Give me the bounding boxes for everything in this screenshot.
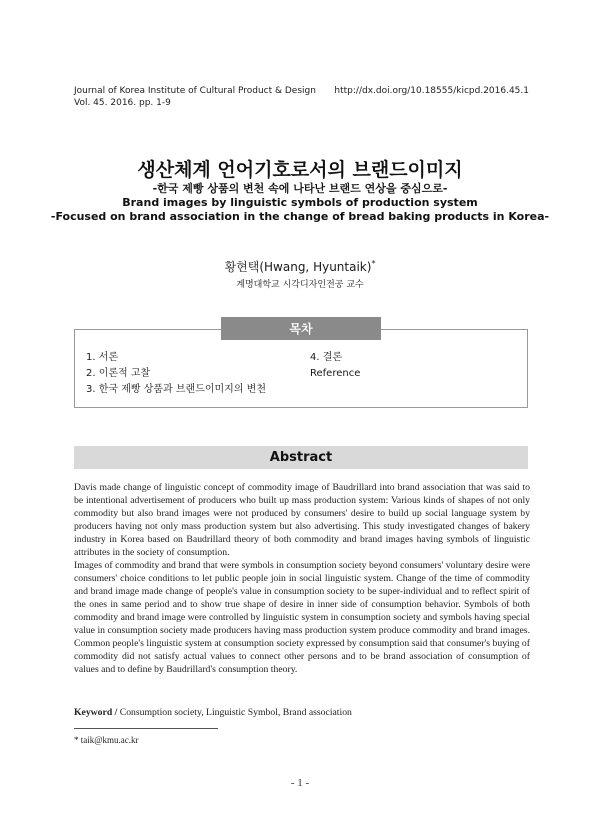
journal-volume: Vol. 45. 2016. pp. 1-9 xyxy=(74,98,171,108)
footnote-email: * taik@kmu.ac.kr xyxy=(74,735,139,745)
keywords xyxy=(74,707,352,718)
keywords-values: Consumption society, Linguistic Symbol, Brand association xyxy=(119,707,352,718)
toc-right-column xyxy=(310,350,360,382)
subtitle-korean: -한국 제빵 상품의 변천 속에 나타난 브랜드 연상을 중심으로- xyxy=(152,182,448,195)
title-korean: 생산체계 언어기호로서의 브랜드이미지 xyxy=(137,159,463,181)
toc-item: 3. 한국 제빵 상품과 브랜드이미지의 변천 xyxy=(86,384,266,395)
author-affiliation: 계명대학교 시각디자인전공 교수 xyxy=(236,280,364,290)
journal-header xyxy=(74,85,316,109)
toc-item: 2. 이론적 고찰 xyxy=(86,368,151,379)
toc-item: 1. 서론 xyxy=(86,352,119,363)
page-number: - 1 - xyxy=(290,777,310,789)
abstract-body xyxy=(74,481,530,676)
toc-item: Reference xyxy=(310,368,361,379)
doi-link[interactable]: http://dx.doi.org/10.18555/kicpd.2016.45.1 xyxy=(334,86,529,96)
abstract-paragraph: Images of commodity and brand that were symbols in consumption society beyond consumers' voluntary desire were consumers' choice conditions to let public people join in social linguistic system. Change of the time of commodity and brand image made change of people's value in consumption society to be super-individual and to reflect spirit of the ones in same period and to show true shape of desire in inner side of consumption behavior. Symbols of both commodity and brand image were controlled by linguistic system in consumption society and symbols having special value in consumption society made producers having mass production system produce commodity and brand images. Common people's linguistic system at consumption society expressed by consumption said that consumer's buying of commodity did not satisfy actual values to connect other persons and to be brand association of consumption of values and to define by Baudrillard's consumption theory. xyxy=(74,560,530,675)
title-block xyxy=(0,158,600,224)
abstract-heading: Abstract xyxy=(74,446,528,469)
keywords-label: Keyword / xyxy=(74,707,118,718)
abstract-paragraph: Davis made change of linguistic concept of commodity image of Baudrillard into brand association that was said to be intentional advertisement of producers who built up mass production system: Various kinds of shapes of not only commodity but also brand images were not produced by consumers' desire to build up social language system by producers having not only mass production system but also advertising. This study investigated changes of bakery industry in Korea based on Baudrillard theory of both commodity and brand images having symbols of linguistic attributes in the society of consumption. xyxy=(74,482,530,558)
journal-name: Journal of Korea Institute of Cultural Product & Design xyxy=(74,86,316,96)
toc-left-column xyxy=(86,350,266,398)
footnote-mark: * xyxy=(371,259,376,268)
author-name: 황현택(Hwang, Hyuntaik)* xyxy=(224,259,376,274)
toc-item: 4. 결론 xyxy=(310,352,343,363)
footnote-divider xyxy=(74,728,218,729)
subtitle-english: -Focused on brand association in the change of bread baking products in Korea- xyxy=(50,210,550,223)
title-english: Brand images by linguistic symbols of production system xyxy=(122,196,478,209)
toc-heading: 목차 xyxy=(221,317,381,340)
author-block xyxy=(0,256,600,291)
